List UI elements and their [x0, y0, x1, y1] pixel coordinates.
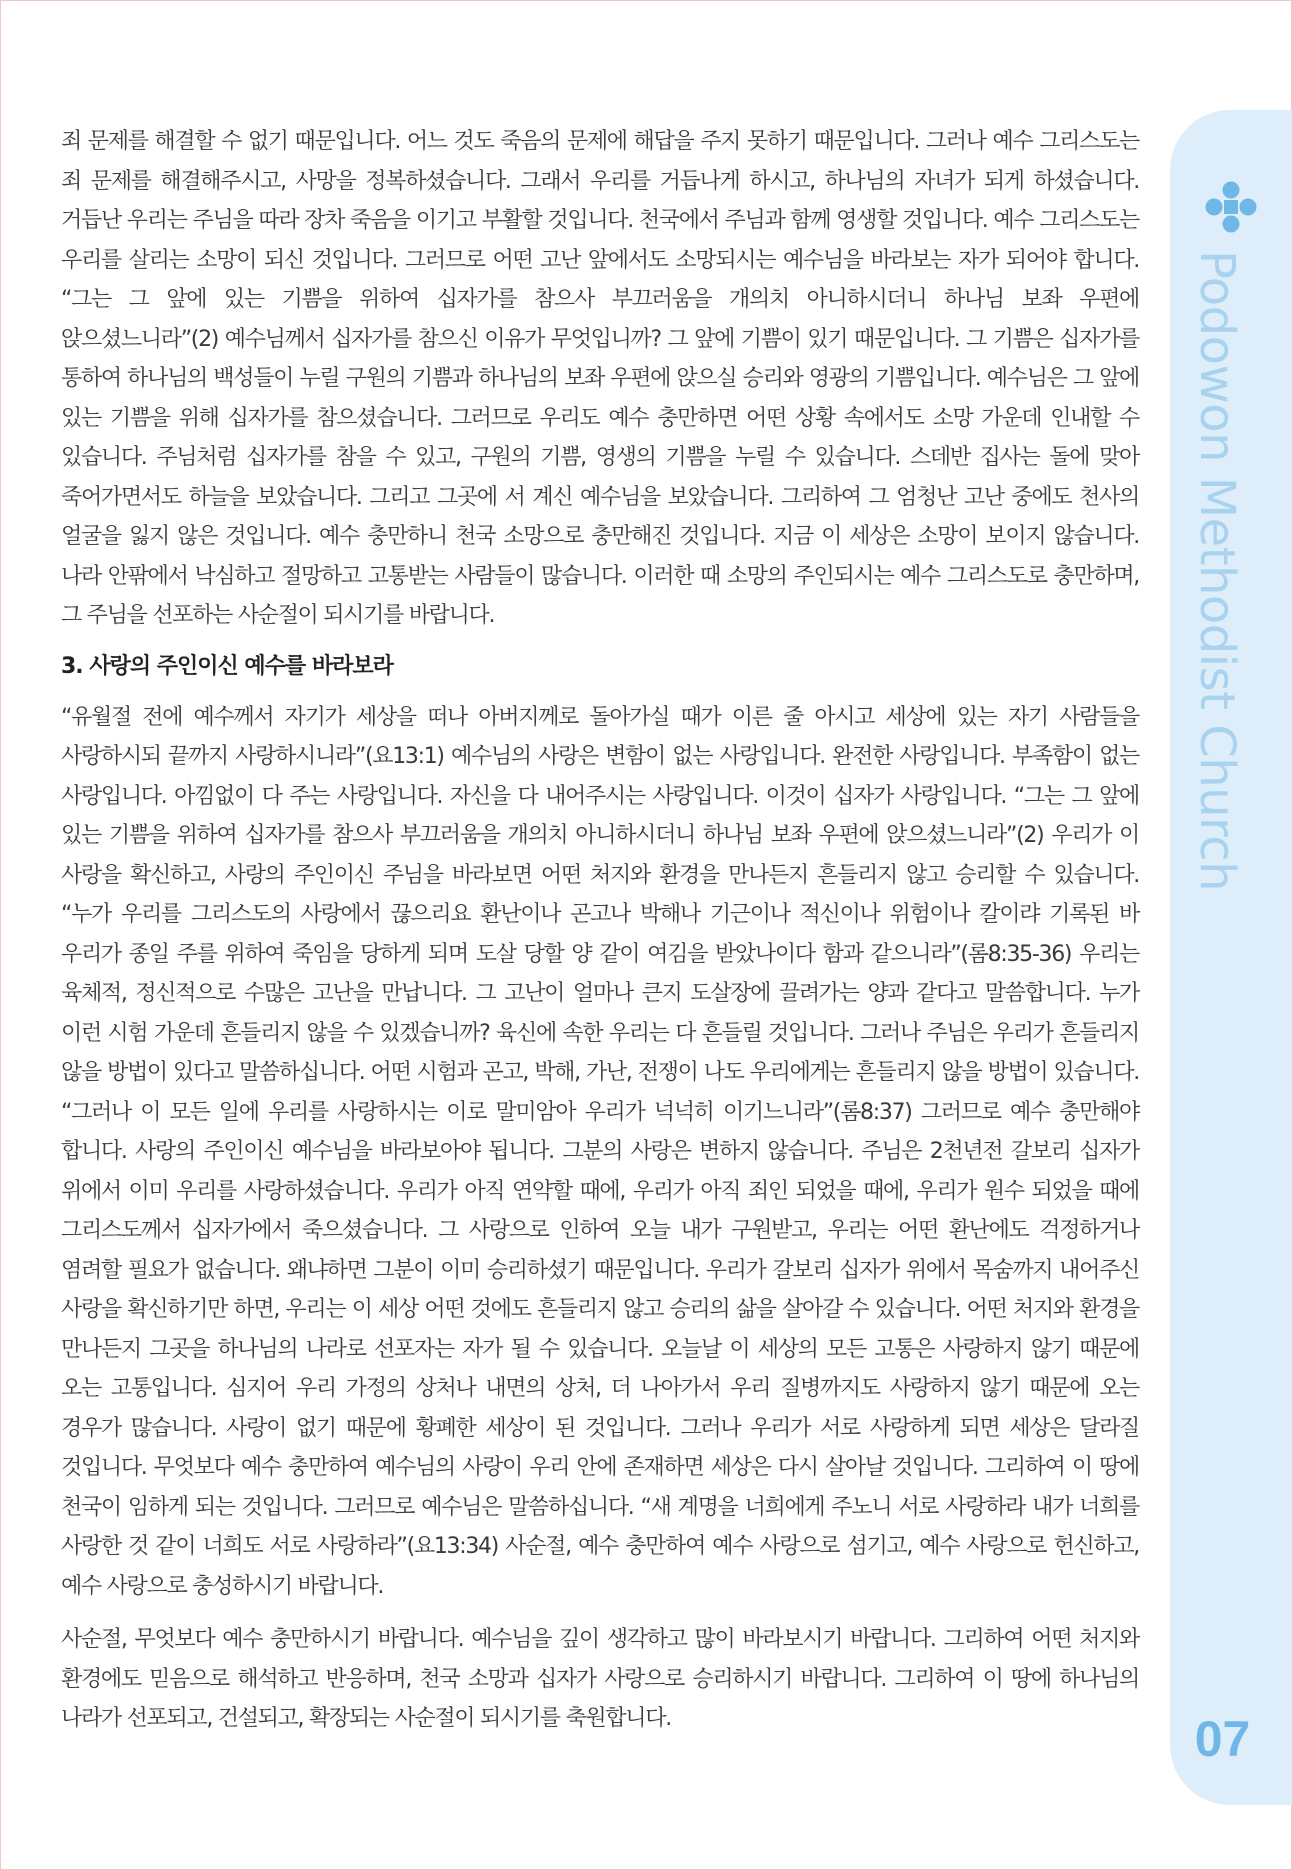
section-heading-3: 3. 사랑의 주인이신 예수를 바라보라 [61, 653, 393, 679]
article-body [61, 122, 1139, 1739]
paragraph-love: “유월절 전에 예수께서 자기가 세상을 떠나 아버지께로 돌아가실 때가 이른 줄 아시고 세상에 있는 자기 사람들을 사랑하시되 끝까지 사랑하시니라”(요13:1) 예수님의 사랑은 변함이 없는 사랑입니다. 완전한 사랑입니다. 부족함이 없는 사랑입니다. 아낌없이 다 주는 사랑입니다. 자신을 다 내어주시는 사랑입니다. 이것이 십자가 사랑입니다. “그는 그 앞에 있는 기쁨을 위하여 십자가를 참으사 부끄러움을 개의치 아니하시더니 하나님 보좌 우편에 앉으셨느니라”(2) 우리가 이 사랑을 확신하고, 사랑의 주인이신 주님을 바라보면 어떤 처지와 환경을 만나든지 흔들리지 않고 승리할 수 있습니다. “누가 우리를 그리스도의 사랑에서 끊으리요 환난이나 곤고나 박해나 기근이나 적신이나 위험이나 칼이랴 기록된 바 우리가 종일 주를 위하여 죽임을 당하게 되며 도살 당할 양 같이 여김을 받았나이다 함과 같으니라”(롬8:35-36) 우리는 육체적, 정신적으로 수많은 고난을 만납니다. 그 고난이 얼마나 큰지 도살장에 끌려가는 양과 같다고 말씀합니다. 누가 이런 시험 가운데 흔들리지 않을 수 있겠습니까? 육신에 속한 우리는 다 흔들릴 것입니다. 그러나 주님은 우리가 흔들리지 않을 방법이 있다고 말씀하십니다. 어떤 시험과 곤고, 박해, 가난, 전쟁이 나도 우리에게는 흔들리지 않을 방법이 있습니다. “그러나 이 모든 일에 우리를 사랑하시는 이로 말미암아 우리가 넉넉히 이기느니라”(롬8:37) 그러므로 예수 충만해야 합니다. 사랑의 주인이신 예수님을 바라보아야 됩니다. 그분의 사랑은 변하지 않습니다. 주님은 2천년전 갈보리 십자가 위에서 이미 우리를 사랑하셨습니다. 우리가 아직 연약할 때에, 우리가 아직 죄인 되었을 때에, 우리가 원수 되었을 때에 그리스도께서 십자가에서 죽으셨습니다. 그 사랑으로 인하여 오늘 내가 구원받고, 우리는 어떤 환난에도 걱정하거나 염려할 필요가 없습니다. 왜냐하면 그분이 이미 승리하셨기 때문입니다. 우리가 갈보리 십자가 위에서 목숨까지 내어주신 사랑을 확신하기만 하면, 우리는 이 세상 어떤 것에도 흔들리지 않고 승리의 삶을 살아갈 수 있습니다. 어떤 처지와 환경을 만나든지 그곳을 하나님의 나라로 선포자는 자가 될 수 있습니다. 오늘날 이 세상의 모든 고통은 사랑하지 않기 때문에 오는 고통입니다. 심지어 우리 가정의 상처나 내면의 상처, 더 나아가서 우리 질병까지도 사랑하지 않기 때문에 오는 경우가 많습니다. 사랑이 없기 때문에 황폐한 세상이 된 것입니다. 그러나 우리가 서로 사랑하게 되면 세상은 달라질 것입니다. 무엇보다 예수 충만하여 예수님의 사랑이 우리 안에 존재하면 세상은 다시 살아날 것입니다. 그리하여 이 땅에 천국이 임하게 되는 것입니다. 그러므로 예수님은 말씀하십니다. “새 계명을 너희에게 주노니 서로 사랑하라 내가 너희를 사랑한 것 같이 너희도 서로 사랑하라”(요13:34) 사순절, 예수 충만하여 예수 사랑으로 섬기고, 예수 사랑으로 헌신하고, 예수 사랑으로 충성하시기 바랍니다. [61, 704, 1139, 1599]
paragraph-gap [61, 1606, 1139, 1620]
paragraph-hope: 죄 문제를 해결할 수 없기 때문입니다. 어느 것도 죽음의 문제에 해답을 주지 못하기 때문입니다. 그러나 예수 그리스도는 죄 문제를 해결해주시고, 사망을 정복하셨습니다. 그래서 우리를 거듭나게 하시고, 하나님의 자녀가 되게 하셨습니다. 거듭난 우리는 주님을 따라 장차 죽음을 이기고 부활할 것입니다. 천국에서 주님과 함께 영생할 것입니다. 예수 그리스도는 우리를 살리는 소망이 되신 것입니다. 그러므로 어떤 고난 앞에서도 소망되시는 예수님을 바라보는 자가 되어야 합니다. “그는 그 앞에 있는 기쁨을 위하여 십자가를 참으사 부끄러움을 개의치 아니하시더니 하나님 보좌 우편에 앉으셨느니라”(2) 예수님께서 십자가를 참으신 이유가 무엇입니까? 그 앞에 기쁨이 있기 때문입니다. 그 기쁨은 십자가를 통하여 하나님의 백성들이 누릴 구원의 기쁨과 하나님의 보좌 우편에 앉으실 승리와 영광의 기쁨입니다. 예수님은 그 앞에 있는 기쁨을 위해 십자가를 참으셨습니다. 그러므로 우리도 예수 충만하면 어떤 상황 속에서도 소망 가운데 인내할 수 있습니다. 주님처럼 십자가를 참을 수 있고, 구원의 기쁨, 영생의 기쁨을 누릴 수 있습니다. 스데반 집사는 돌에 맞아 죽어가면서도 하늘을 보았습니다. 그리고 그곳에 서 계신 예수님을 보았습니다. 그리하여 그 엄청난 고난 중에도 천사의 얼굴을 잃지 않은 것입니다. 예수 충만하니 천국 소망으로 충만해진 것입니다. 지금 이 세상은 소망이 보이지 않습니다. 나라 안팎에서 낙심하고 절망하고 고통받는 사람들이 많습니다. 이러한 때 소망의 주인되시는 예수 그리스도로 충만하며, 그 주님을 선포하는 사순절이 되시기를 바랍니다. [61, 129, 1139, 628]
cross-flower-icon [1204, 180, 1258, 234]
sidebar-band [1170, 110, 1292, 1805]
paragraph-conclusion: 사순절, 무엇보다 예수 충만하시기 바랍니다. 예수님을 깊이 생각하고 많이 바라보시기 바랍니다. 그리하여 어떤 처지와 환경에도 믿음으로 해석하고 반응하며, 천국 소망과 십자가 사랑으로 승리하시기 바랍니다. 그리하여 이 땅에 하나님의 나라가 선포되고, 건설되고, 확장되는 사순절이 되시기를 축원합니다. [61, 1627, 1139, 1731]
church-name: Podowon Methodist Church [1189, 250, 1245, 892]
page-number: 07 [1194, 1711, 1251, 1767]
